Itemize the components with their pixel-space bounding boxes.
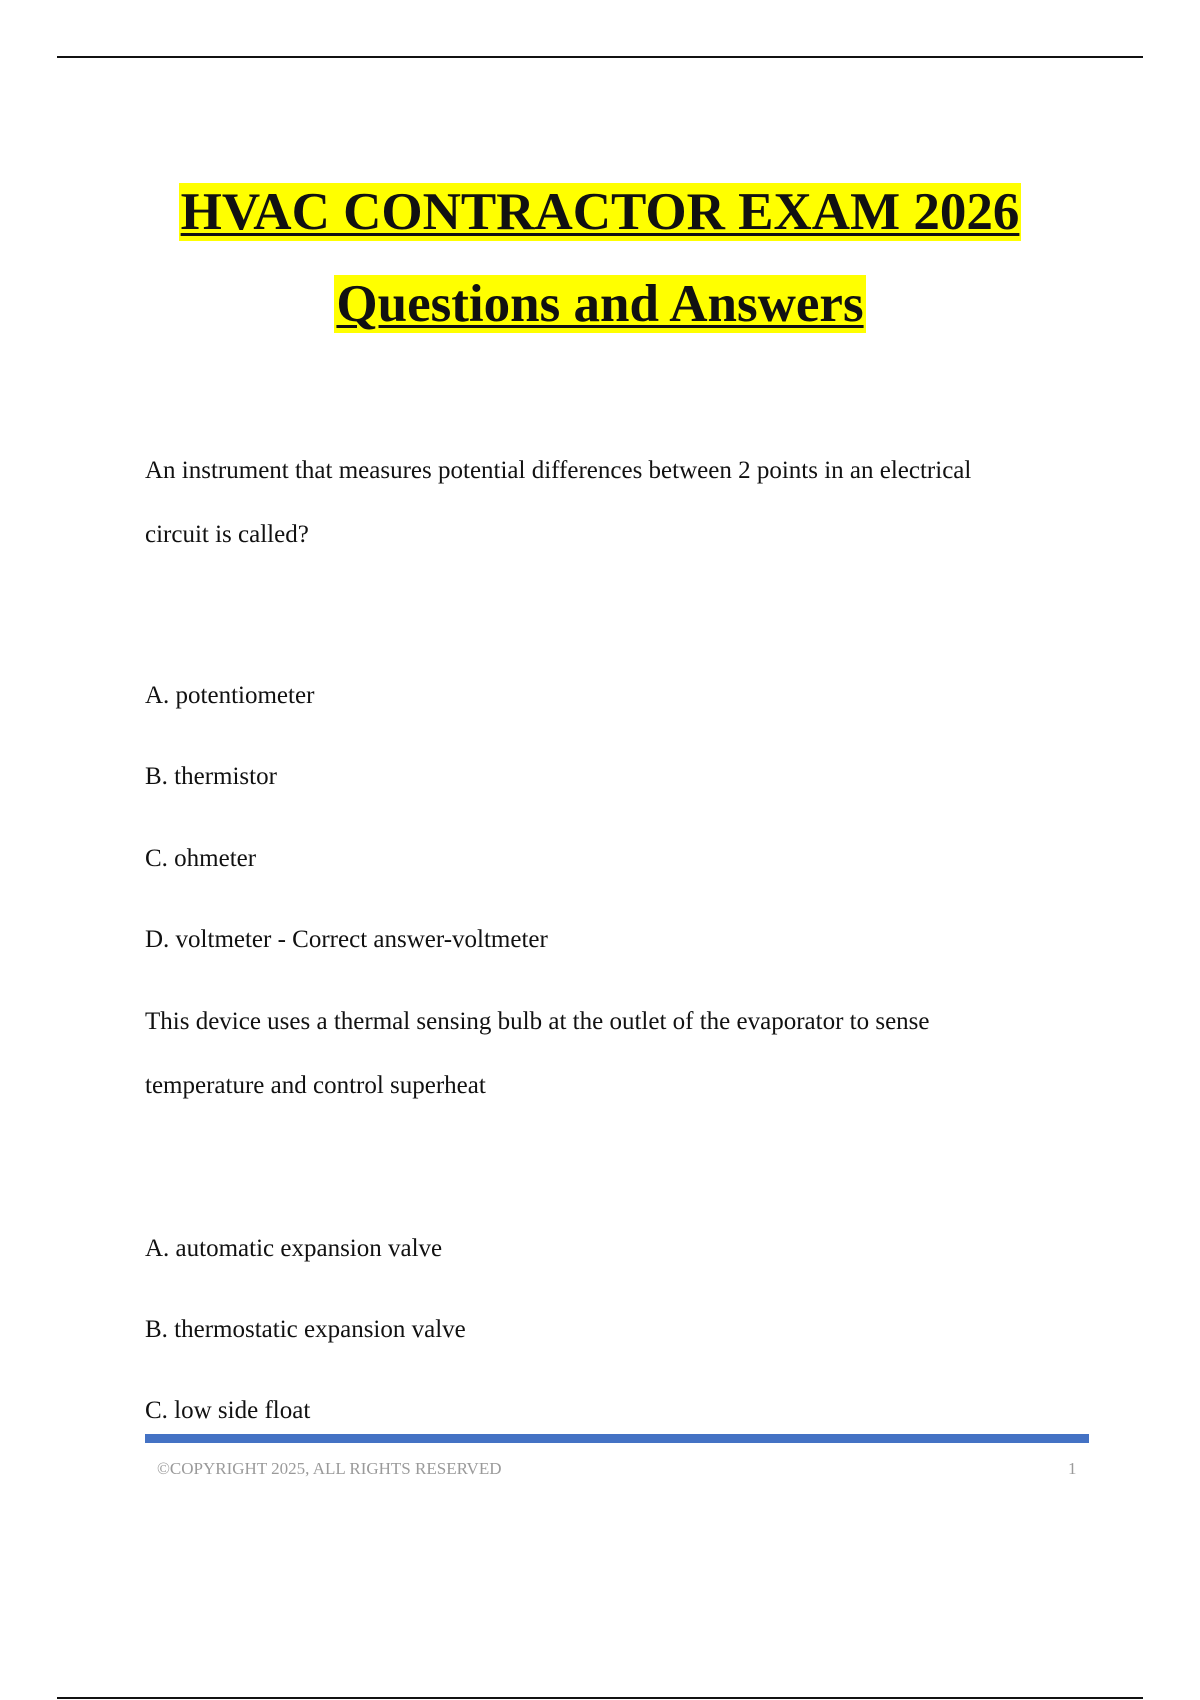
question-1-option-d: D. voltmeter - Correct answer-voltmeter bbox=[145, 926, 548, 953]
question-1-prompt-line-1: An instrument that measures potential differences between 2 points in an electrical bbox=[145, 457, 972, 484]
question-2-prompt-line-2: temperature and control superheat bbox=[145, 1072, 486, 1099]
footer-copyright: ©COPYRIGHT 2025, ALL RIGHTS RESERVED bbox=[157, 1459, 502, 1478]
document-title-line-1 bbox=[0, 182, 1200, 242]
question-1-option-b: B. thermistor bbox=[145, 763, 277, 790]
question-1-option-a: A. potentiometer bbox=[145, 682, 315, 709]
page-bottom-rule bbox=[57, 1697, 1143, 1699]
question-1-prompt-line-2: circuit is called? bbox=[145, 521, 309, 548]
document-title-line-2 bbox=[0, 274, 1200, 334]
question-1-option-c: C. ohmeter bbox=[145, 845, 257, 872]
title-highlight-1: HVAC CONTRACTOR EXAM 2026 bbox=[180, 183, 1020, 241]
header-rule bbox=[57, 56, 1143, 58]
title-highlight-2: Questions and Answers bbox=[336, 275, 864, 333]
question-2-prompt-line-1: This device uses a thermal sensing bulb at the outlet of the evaporator to sense bbox=[145, 1008, 930, 1035]
page-number: 1 bbox=[1068, 1459, 1077, 1478]
question-2-option-a: A. automatic expansion valve bbox=[145, 1235, 443, 1262]
footer-bar bbox=[145, 1434, 1089, 1443]
question-2-option-c: C. low side float bbox=[145, 1397, 311, 1424]
question-2-option-b: B. thermostatic expansion valve bbox=[145, 1316, 466, 1343]
